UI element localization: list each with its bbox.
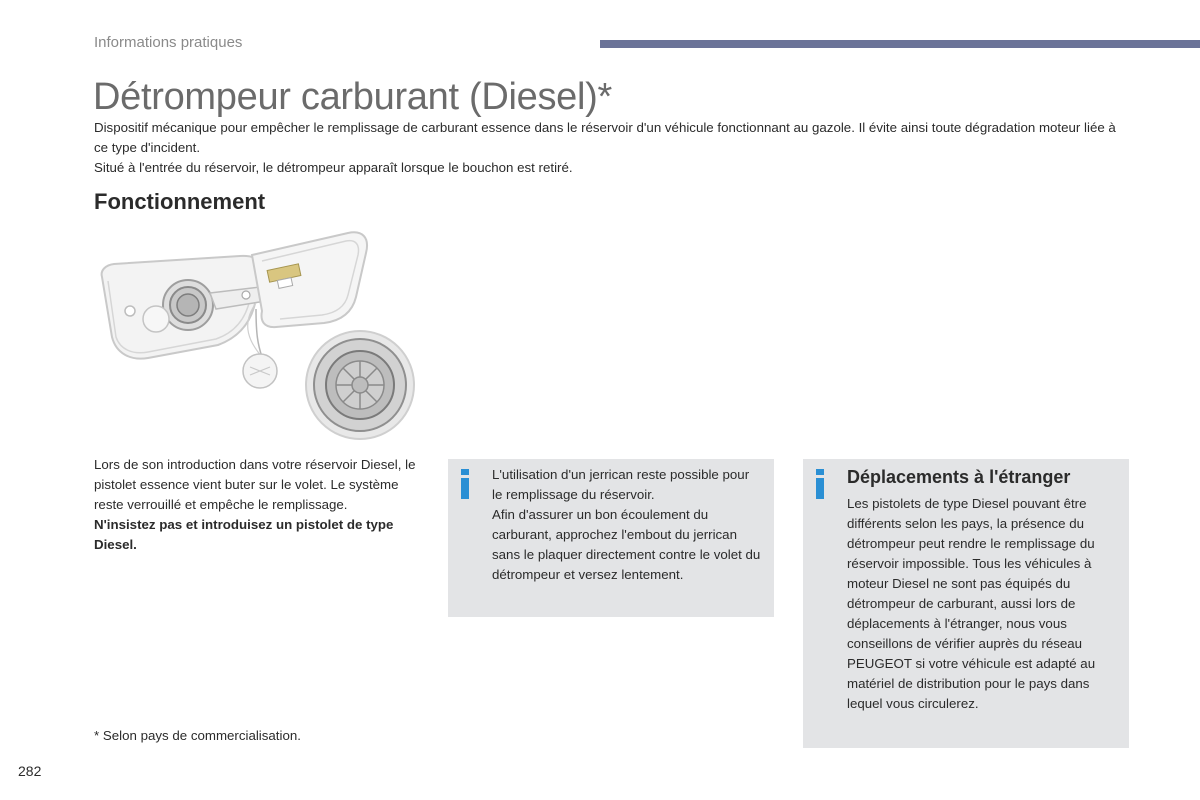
info-box-text [847,494,1122,714]
page-number: 282 [18,763,42,779]
section-label: Informations pratiques [94,34,243,51]
info-box-paragraph: Les pistolets de type Diesel pouvant être différents selon les pays, la présence du détrompeur peut rendre le remplissage du réservoir impossible. Tous les véhicules à moteur Diesel ne sont pas équipés du détrompeur de carburant, aussi lors de déplacements à l'étranger, nous vous conseillons de vérifier auprès du réseau PEUGEOT si votre véhicule est adapté au matériel de distribution pour le pays dans lequel vous circulerez. [847,496,1096,711]
info-box-paragraph: Afin d'assurer un bon écoulement du carburant, approchez l'embout du jerrican sans le plaquer directement contre le volet du détrompeur et versez lentement. [492,507,761,582]
info-box-jerrican [448,459,774,617]
fuel-filler-illustration [90,225,420,450]
operation-description: Lors de son introduction dans votre réservoir Diesel, le pistolet essence vient buter sur le volet. Le système reste verrouillé et empêche le remplissage. [94,457,416,512]
info-box-title: Déplacements à l'étranger [847,467,1071,487]
footnote: * Selon pays de commercialisation. [94,728,301,743]
operation-warning: N'insistez pas et introduisez un pistolet de type Diesel. [94,517,394,552]
intro-paragraph: Situé à l'entrée du réservoir, le détrompeur apparaît lorsque le bouchon est retiré. [94,160,573,175]
operation-text [94,455,419,555]
header-rule [600,40,1200,48]
info-icon [815,469,825,499]
info-box-travel-abroad [803,459,1129,748]
info-icon [460,469,470,499]
intro-text [94,118,1124,178]
intro-paragraph: Dispositif mécanique pour empêcher le remplissage de carburant essence dans le réservoir d'un véhicule fonctionnant au gazole. Il évite ainsi toute dégradation moteur liée à ce type d'incident. [94,120,1116,155]
info-box-paragraph: L'utilisation d'un jerrican reste possible pour le remplissage du réservoir. [492,467,750,502]
section-subheading: Fonctionnement [94,189,266,214]
info-box-text [492,465,762,585]
page-title: Détrompeur carburant (Diesel)* [93,76,612,118]
